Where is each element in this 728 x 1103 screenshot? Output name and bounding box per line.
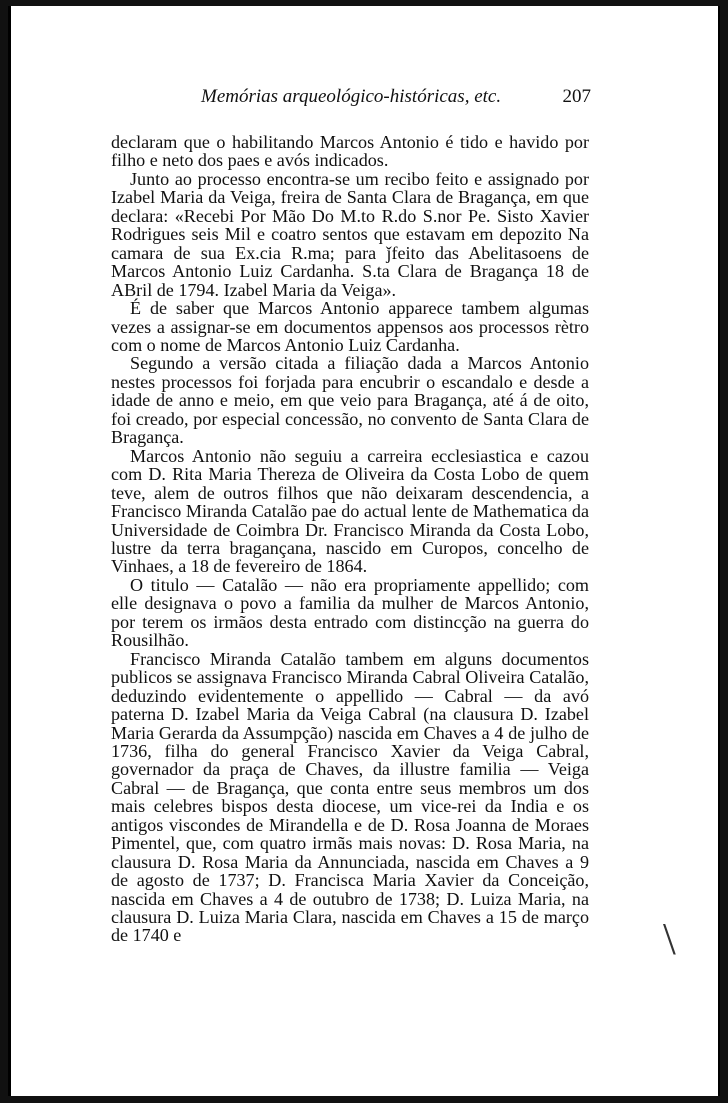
paragraph: Segundo a versão citada a filiação dada a Marcos Antonio nestes processos foi forjada para encubrir o escandalo e desde a idade de anno e meio, em que veio para Bragança, até á de oito, foi creado, por especial concessão, no convento de Santa Clara de Bragança.: [111, 353, 589, 448]
paragraph: declaram que o habilitando Marcos Antonio é tido e havido por filho e neto dos paes e avós indicados.: [111, 132, 589, 171]
body-text: [111, 133, 589, 945]
book-page: [8, 6, 720, 1096]
page-header: [201, 86, 591, 108]
paragraph: Marcos Antonio não seguiu a carreira ecclesiastica e cazou com D. Rita Maria Thereza de Oliveira da Costa Lobo de quem teve, alem de outros filhos que não deixaram descendencia, a Francisco Miranda Catalão pae do actual lente de Mathematica da Universidade de Coimbra Dr. Francisco Miranda da Costa Lobo, lustre da terra bragançana, nascido em Curopos, concelho de Vinhaes, a 18 de fevereiro de 1864.: [111, 445, 589, 577]
running-title: Memórias arqueológico-históricas, etc.: [201, 86, 502, 107]
margin-pen-stroke: \: [663, 913, 676, 964]
page-number: 207: [562, 86, 591, 107]
paragraph: Junto ao processo encontra-se um recibo feito e assignado por Izabel Maria da Veiga, freira de Santa Clara de Bragança, em que declara: «Recebi Por Mão Do M.to R.do S.nor Pe. Sisto Xavier Rodrigues seis Mil e coatro sentos que estavam em depozito Na camara de sua Ex.cia R.ma; para ǰfeito das Abelitasoens de Marcos Antonio Luiz Cardanha. S.ta Clara de Bragança 18 de ABril de 1794. Izabel Maria da Veiga».: [111, 168, 589, 300]
paragraph: Francisco Miranda Catalão tambem em alguns documentos publicos se assignava Francisco Miranda Cabral Oliveira Catalão, deduzindo evidentemente o appellido — Cabral — da avó paterna D. Izabel Maria da Veiga Cabral (na clausura D. Izabel Maria Gerarda da Assumpção) nascida em Chaves a 4 de julho de 1736, filha do general Francisco Xavier da Veiga Cabral, governador da praça de Chaves, da illustre familia — Veiga Cabral — de Bragança, que conta entre seus membros um dos mais celebres bispos desta diocese, um vice-rei da India e os antigos viscondes de Mirandella e de D. Rosa Joanna de Moraes Pimentel, que, com quatro irmãs mais novas: D. Rosa Maria, na clausura D. Rosa Maria da Annunciada, nascida em Chaves a 9 de agosto de 1737; D. Francisca Maria Xavier da Conceição, nascida em Chaves a 4 de outubro de 1738; D. Luiza Maria, na clausura D. Luiza Maria Clara, nascida em Chaves a 15 de março de 1740 e: [111, 648, 589, 946]
paragraph: É de saber que Marcos Antonio apparece tambem algumas vezes a assignar-se em documentos appensos aos processos rètro com o nome de Marcos Antonio Luiz Cardanha.: [111, 298, 589, 355]
paragraph: O titulo — Catalão — não era propriamente appellido; com elle designava o povo a familia da mulher de Marcos Antonio, por terem os irmãos desta entrado com distincção na guerra do Rousilhão.: [111, 574, 589, 651]
